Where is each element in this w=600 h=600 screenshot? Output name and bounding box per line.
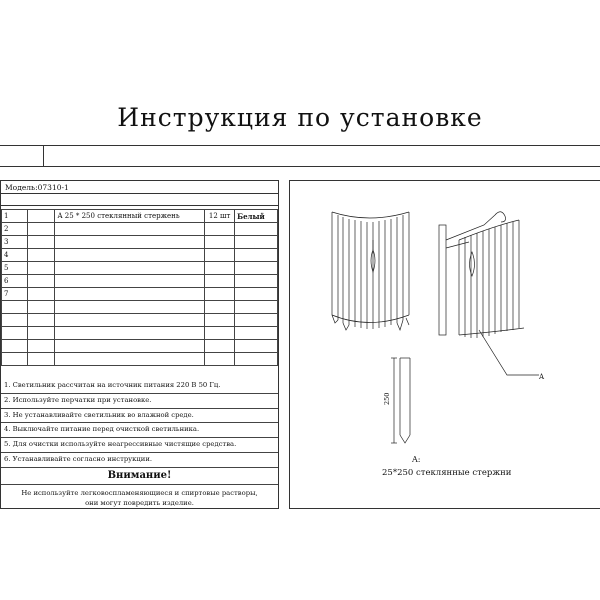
note-item: 4. Выключайте питание перед очисткой светильника. — [1, 423, 278, 438]
row-mark — [27, 288, 55, 301]
note-item: 2. Используйте перчатки при установке. — [1, 394, 278, 409]
parts-row — [2, 353, 278, 366]
row-description: A 25 * 250 стеклянный стержень — [55, 210, 205, 223]
warning-line: они могут повредить изделие. — [85, 498, 194, 507]
note-item: 3. Не устанавливайте светильник во влажной среде. — [1, 409, 278, 424]
row-quantity — [205, 340, 235, 353]
row-description — [55, 288, 205, 301]
fixture-drawing — [289, 180, 600, 509]
row-color — [235, 249, 278, 262]
row-number: 5 — [2, 262, 28, 275]
parts-row — [2, 314, 278, 327]
part-caption: 25*250 стеклянные стержни — [382, 468, 512, 478]
row-quantity — [205, 288, 235, 301]
model-label: Модель:07310-1 — [5, 183, 69, 192]
row-quantity — [205, 262, 235, 275]
row-quantity — [205, 236, 235, 249]
row-mark — [27, 353, 55, 366]
glass-rod-part — [391, 358, 410, 443]
row-description — [55, 327, 205, 340]
row-quantity — [205, 353, 235, 366]
header-top-line — [0, 145, 600, 146]
table-header-line — [1, 205, 278, 206]
note-item: 1. Светильник рассчитан на источник питания 220 В 50 Гц. — [1, 379, 278, 394]
warning-title: Внимание! — [1, 468, 278, 485]
callout-label: A — [539, 373, 545, 381]
row-mark — [27, 210, 55, 223]
drawing-panel — [289, 180, 600, 509]
note-item: 5. Для очистки используйте неагрессивные чистящие средства. — [1, 438, 278, 453]
side-view — [439, 212, 539, 375]
header-divider — [43, 145, 44, 167]
row-mark — [27, 236, 55, 249]
row-quantity: 12 шт — [205, 210, 235, 223]
parts-row — [2, 223, 278, 236]
header-bottom-line — [0, 166, 600, 167]
parts-row — [2, 340, 278, 353]
row-color — [235, 223, 278, 236]
row-number: 1 — [2, 210, 28, 223]
notes-list — [1, 379, 278, 508]
row-description — [55, 275, 205, 288]
row-description — [55, 301, 205, 314]
row-description — [55, 340, 205, 353]
row-quantity — [205, 275, 235, 288]
row-description — [55, 249, 205, 262]
parts-row — [2, 327, 278, 340]
parts-row — [2, 275, 278, 288]
row-mark — [27, 314, 55, 327]
page-title: Инструкция по установке — [117, 103, 483, 132]
row-color — [235, 340, 278, 353]
row-number: 2 — [2, 223, 28, 236]
model-row-line — [1, 193, 278, 194]
note-item: 6. Устанавливайте согласно инструкции. — [1, 453, 278, 468]
parts-row — [2, 249, 278, 262]
row-description — [55, 236, 205, 249]
row-quantity — [205, 223, 235, 236]
row-number — [2, 314, 28, 327]
parts-row — [2, 210, 278, 223]
row-color — [235, 236, 278, 249]
row-mark — [27, 340, 55, 353]
row-description — [55, 223, 205, 236]
row-color — [235, 314, 278, 327]
row-mark — [27, 223, 55, 236]
row-number: 4 — [2, 249, 28, 262]
dimension-label: 250 — [383, 392, 391, 405]
row-number — [2, 301, 28, 314]
row-mark — [27, 262, 55, 275]
parts-table — [1, 209, 278, 366]
front-view — [332, 212, 409, 330]
parts-row — [2, 236, 278, 249]
row-mark — [27, 275, 55, 288]
row-color: Белый — [235, 210, 278, 223]
row-color — [235, 275, 278, 288]
row-description — [55, 314, 205, 327]
parts-row — [2, 288, 278, 301]
parts-row — [2, 262, 278, 275]
row-quantity — [205, 249, 235, 262]
parts-row — [2, 301, 278, 314]
row-number: 6 — [2, 275, 28, 288]
row-description — [55, 262, 205, 275]
row-mark — [27, 327, 55, 340]
part-label: A: — [412, 455, 421, 464]
row-color — [235, 262, 278, 275]
row-number: 7 — [2, 288, 28, 301]
row-number — [2, 327, 28, 340]
row-color — [235, 353, 278, 366]
row-color — [235, 301, 278, 314]
row-quantity — [205, 327, 235, 340]
row-number — [2, 340, 28, 353]
row-quantity — [205, 301, 235, 314]
row-color — [235, 327, 278, 340]
warning-text — [1, 485, 278, 508]
row-mark — [27, 249, 55, 262]
row-description — [55, 353, 205, 366]
warning-line: Не используйте легковоспламеняющиеся и спиртовые растворы, — [21, 488, 258, 497]
row-number: 3 — [2, 236, 28, 249]
row-mark — [27, 301, 55, 314]
row-number — [2, 353, 28, 366]
row-quantity — [205, 314, 235, 327]
row-color — [235, 288, 278, 301]
parts-panel — [0, 180, 279, 509]
